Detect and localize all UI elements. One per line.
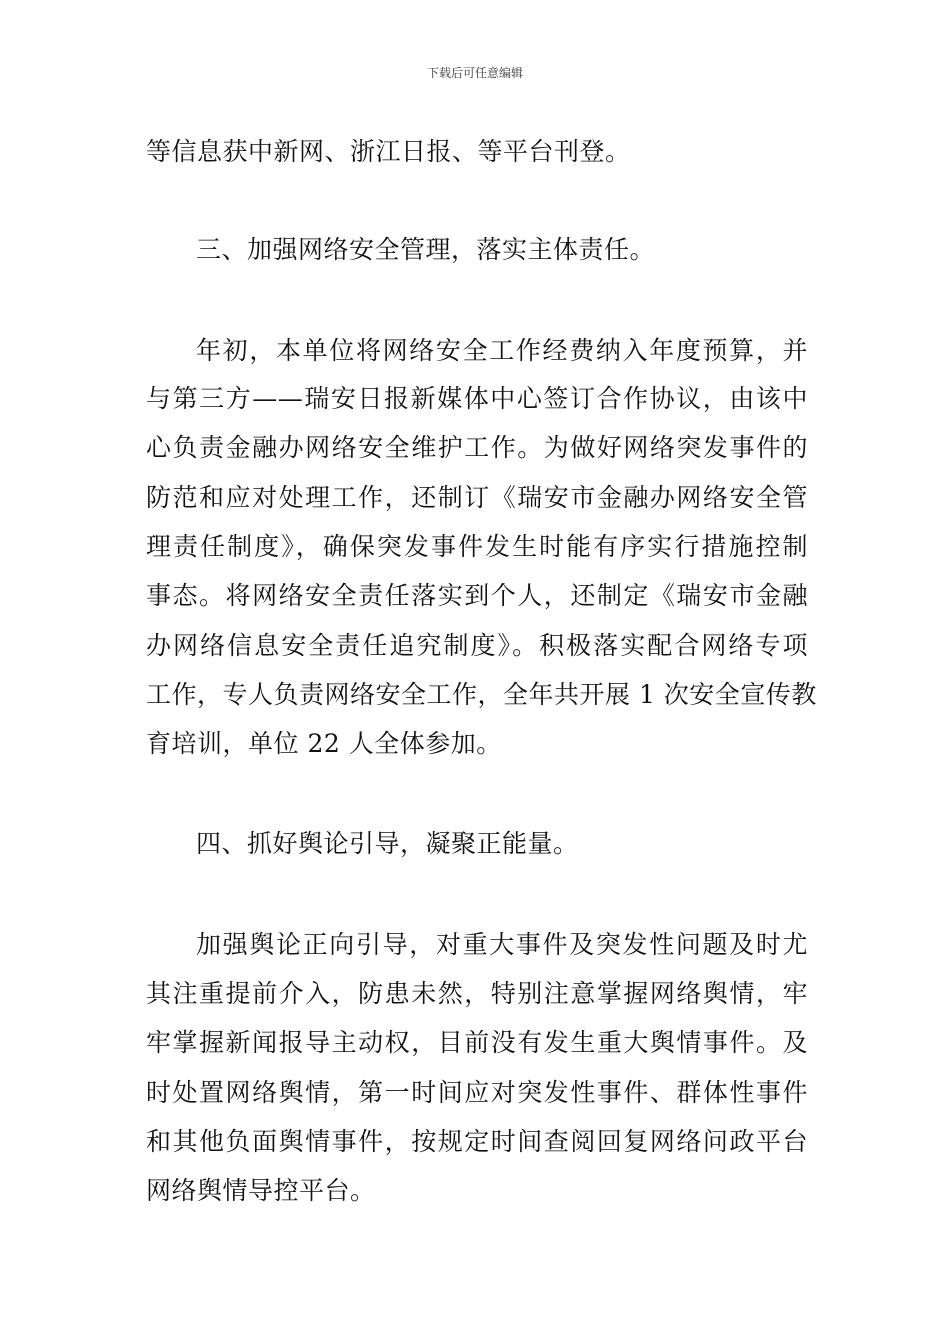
paragraph-line: 办网络信息安全责任追究制度》。积极落实配合网络专项 <box>146 631 808 660</box>
paragraph-line: 防范和应对处理工作，还制订《瑞安市金融办网络安全管 <box>146 483 808 512</box>
paragraph-line: 与第三方——瑞安日报新媒体中心签订合作协议，由该中 <box>146 384 808 413</box>
section-heading-3: 三、加强网络安全管理，落实主体责任。 <box>196 235 656 264</box>
paragraph-line: 等信息获中新网、浙江日报、等平台刊登。 <box>146 137 631 166</box>
section-heading-4: 四、抓好舆论引导，凝聚正能量。 <box>196 829 579 858</box>
paragraph-line: 牢掌握新闻报导主动权，目前没有发生重大舆情事件。及 <box>146 1028 808 1057</box>
paragraph-line: 理责任制度》，确保突发事件发生时能有序实行措施控制 <box>146 532 808 561</box>
paragraph-line: 网络舆情导控平台。 <box>146 1176 376 1205</box>
paragraph-line: 和其他负面舆情事件，按规定时间查阅回复网络问政平台 <box>146 1127 808 1156</box>
paragraph-line: 育培训，单位 22 人全体参加。 <box>146 729 502 758</box>
page-header-note: 下载后可任意编辑 <box>426 66 523 80</box>
paragraph-line: 加强舆论正向引导，对重大事件及突发性问题及时尤 <box>196 930 808 959</box>
paragraph-line: 事态。将网络安全责任落实到个人，还制定《瑞安市金融 <box>146 581 808 610</box>
paragraph-line: 年初，本单位将网络安全工作经费纳入年度预算，并 <box>196 336 808 365</box>
paragraph-line: 工作，专人负责网络安全工作，全年共开展 1 次安全宣传教 <box>146 680 817 709</box>
paragraph-line: 其注重提前介入，防患未然，特别注意掌握网络舆情，牢 <box>146 979 808 1008</box>
paragraph-line: 心负责金融办网络安全维护工作。为做好网络突发事件的 <box>146 433 808 462</box>
paragraph-line: 时处置网络舆情，第一时间应对突发性事件、群体性事件 <box>146 1078 808 1107</box>
